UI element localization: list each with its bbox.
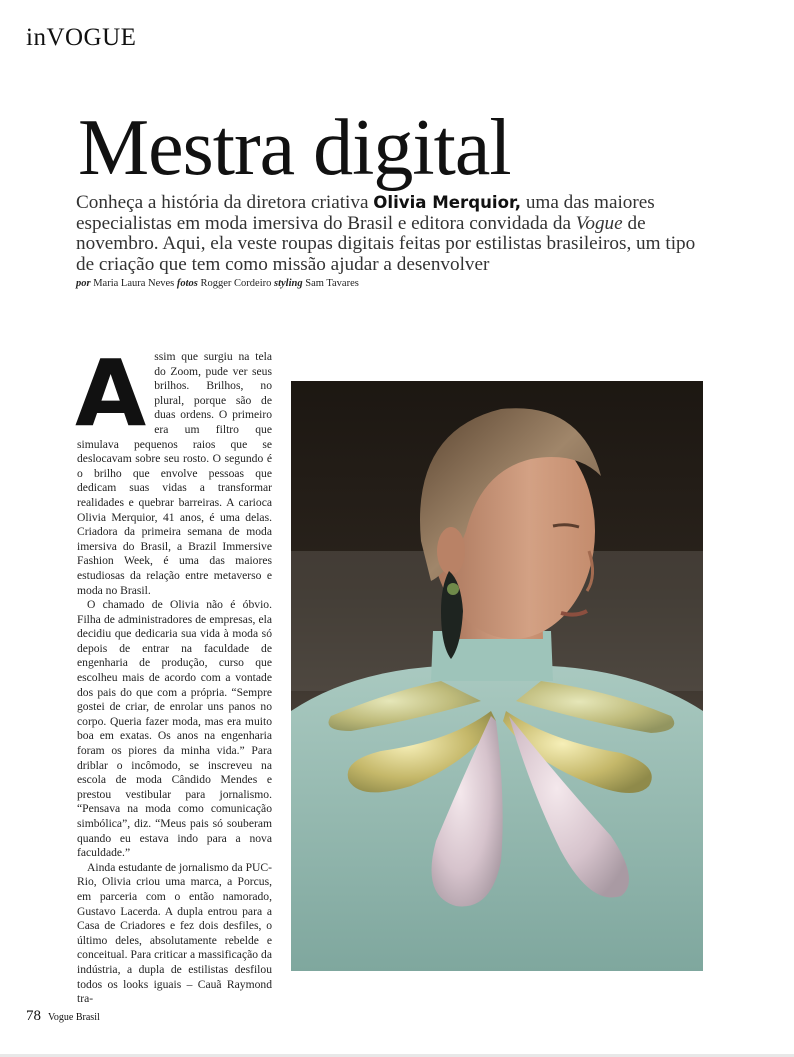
paragraph: [75, 340, 272, 598]
article-credits: [76, 278, 359, 289]
article-title: Mestra digital: [78, 104, 511, 192]
publication-name: Vogue Brasil: [48, 1012, 100, 1023]
article-deck: [76, 193, 716, 275]
credit-styling-label: styling: [274, 278, 303, 289]
deck-magazine-name: Vogue: [575, 212, 623, 234]
portrait-photo: [291, 381, 703, 971]
drop-cap: A: [75, 340, 147, 447]
portrait-illustration: [291, 381, 703, 971]
deck-subject-name: Olivia Merquior,: [373, 193, 522, 212]
paragraph: O chamado de Olivia não é óbvio. Filha de administradores de empresas, ela decidiu que dedicaria sua vida à moda só depois de entrar na faculdade de engenharia de produção, curso que escolheu mais de acordo com a vontade dos pais do que com a própria. “Sempre gostei de criar, de enrolar uns panos no corpo. Queria fazer moda, mas era muito boa em exatas. Os anos na engenharia foram os piores da minha vida.” Para driblar o incômodo, se inscreveu na escola de moda Cândido Mendes e prestou vestibular para jornalismo. “Pensava na moda como comunicação simbólica”, diz. “Meus pais só souberam quando eu estava indo para a nova faculdade.”: [77, 598, 272, 860]
deck-middle: uma das maiores especialistas em moda imersiva do Brasil e editora convidada da: [76, 192, 655, 234]
paragraph: Ainda estudante de jornalismo da PUC-Rio, Olivia criou uma marca, a Porcus, em parceria com o então namorado, Gustavo Lacerda. A dupla entrou para a Casa de Criadores e fez dois desfiles, o último deles, absolutamente rebelde e conceitual. Para criticar a massificação da indústria, a dupla de estilistas desfilou todos os looks iguais – Cauã Raymond tra-: [77, 860, 272, 1006]
page-folio: [26, 1008, 100, 1025]
deck-intro: Conheça a história da diretora criativa: [76, 192, 374, 213]
section-tag: inVOGUE: [26, 24, 137, 51]
credit-author: Maria Laura Neves: [93, 278, 175, 289]
paragraph-text: ssim que surgiu na tela do Zoom, pude ver seus brilhos. Brilhos, no plural, porque são de duas ordens. O primeiro era um filtro que simulava pequenos raios que se deslocavam sobre seu rosto. O segundo é o brilho que envolve pessoas que dedicam suas vidas a transformar realidades e quebrar barreiras. A carioca Olivia Merquior, 41 anos, é uma delas. Criadora da primeira semana de moda imersiva do Brasil, a Brazil Immersive Fashion Week, é uma das maiores estudiosas da relação entre metaverso e moda no Brasil.: [77, 350, 272, 597]
credit-por-label: por: [76, 278, 91, 289]
credit-photographer: Rogger Cordeiro: [200, 278, 272, 289]
deck-ending: de novembro. Aqui, ela veste roupas digitais feitas por estilistas brasileiros, um tipo de criação que tem como missão ajudar a desenvolver: [76, 212, 696, 275]
credit-fotos-label: fotos: [176, 278, 198, 289]
credit-stylist: Sam Tavares: [305, 278, 359, 289]
page-number: 78: [26, 1008, 41, 1024]
article-body: [75, 340, 272, 1007]
